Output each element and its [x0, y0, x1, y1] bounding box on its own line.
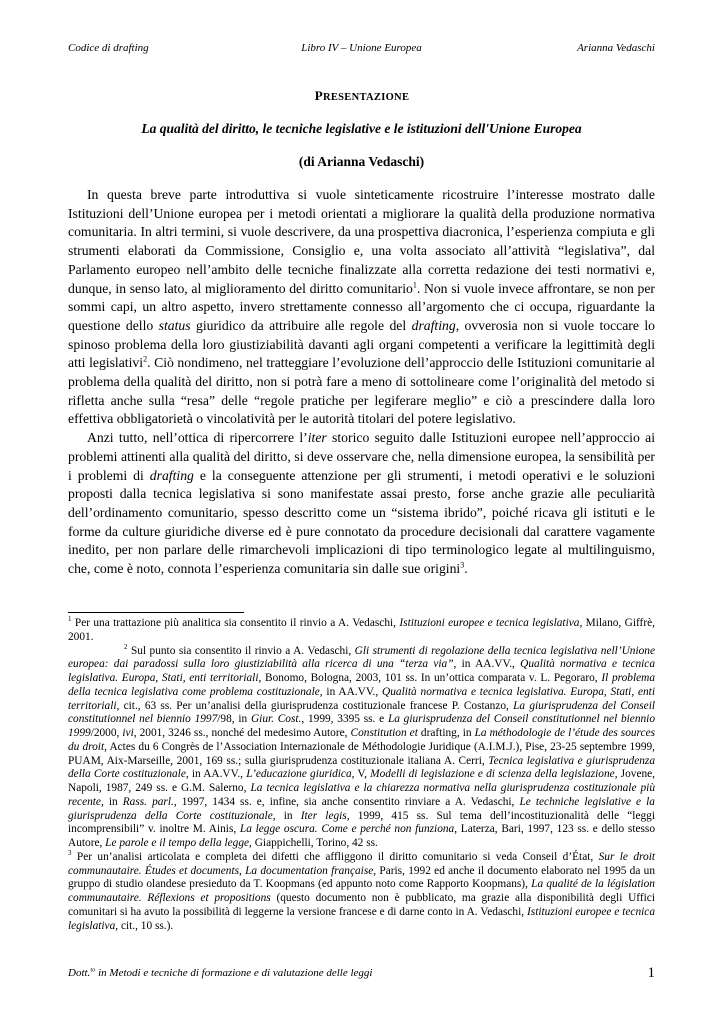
body-text — [68, 186, 655, 579]
footnote-3: $^3$ Per un’analisi articolata e completa dei difetti che affliggono il diritto comunitario si veda Conseil d’État, Sur le droit communautaire. Études et documents, La documentation française, Paris, 1992 ed anche il documento elaborato nel 1995 da un gruppo di studio olandese presieduto da T. Koopmans (ed appunto noto come Rapporto Koopmans), La qualité de la législation communautaire. Réflexions et propositions (questo documento non è pubblicato, ma grazie alla disponibilità degli Uffici comunitari si ha avuto la possibilità di leggerne la versione francese e di darne conto in A. Vedaschi, Istituzioni europee e tecnica legislativa, cit., 10 ss.). — [68, 848, 656, 932]
document-subtitle: La qualità del diritto, le tecniche legislative e le istituzioni dell'Unione Europea — [141, 121, 582, 136]
section-title-rest: RESENTAZIONE — [322, 92, 410, 103]
header-right-text: Arianna Vedaschi — [577, 42, 655, 54]
paragraph-1: In questa breve parte introduttiva si vuole sinteticamente ricostruire l’interesse mostrato dalle Istituzioni dell’Unione europea per i metodi orientati a migliorare la qualità della produzione normativa comunitaria. In altri termini, si vuole descrivere, da una prospettiva diacronica, l’esperienza compiuta e gli strumenti elaborati da Commissione, Consiglio e, una volta associato all’attività “legislativa”, dal Parlamento europeo nell’ambito delle tecniche finalizzate alla corretta redazione dei testi normativi e, dunque, in senso lato, al miglioramento del diritto comunitario$^1$. Non si vuole invece affrontare, se non per sommi capi, un altro aspetto, invero strettamente connesso all’argomento che ci occupa, riguardante la questione dello status giuridico da attribuire alle regole del drafting, ovverosia non si vuole toccare lo spinoso problema della loro giustiziabilità davanti agli organi competenti a verificare la legittimità degli atti legislativi$^2$. Ciò nondimeno, nel tratteggiare l’evoluzione dell’approccio delle Istituzioni comunitarie al problema della qualità del diritto, non si potrà fare a meno di sottolineare come l’originalità del metodo si rifletta anche sulla “resa” delle “regole pratiche per legiferare meglio” e ciò a prescindere dalla loro effettiva obbligatorietà o vincolatività per le autorità titolari del potere legislativo. — [68, 187, 655, 427]
page-number: 1 — [647, 965, 655, 981]
header-left-text: Codice di drafting — [68, 42, 149, 54]
footnotes — [68, 617, 655, 933]
footnote-ref-3[interactable]: 3 — [460, 560, 465, 570]
footnote-separator — [68, 612, 244, 613]
paragraph-2: Anzi tutto, nell’ottica di ripercorrere l’iter storico seguito dalle Istituzioni europee nell’approccio ai problemi attinenti alla qualità del diritto, si deve osservare che, nella dimensione europea, la sensibilità per i problemi di drafting e la conseguente attenzione per gli strumenti, i metodi operativi e le soluzioni proposti dalla tecnica legislativa si sono manifestate assai presto, forse anche grazie alle peculiarità dell’ordinamento comunitario, spesso descritto come un “sistema ibrido”, poiché ricava gli istituti e le forme da culture giuridiche diverse ed è pure connotato da procedure decisionali dal carattere vagamente inedito, per non parlare delle rimarchevoli implicazioni di tipo terminologico legate al multilinguismo, che, come è noto, connota l’esperienza comunitaria sin dalle sue origini$^3$. — [68, 430, 655, 577]
footnote-ref-2[interactable]: 2 — [143, 354, 148, 364]
footnote-1: $^1$ Per una trattazione più analitica sia consentito il rinvio a A. Vedaschi, Istituzioni europee e tecnica legislativa, Milano, Giffrè, 2001. — [68, 615, 655, 643]
page-footer — [68, 965, 655, 985]
header-center-text: Libro IV – Unione Europea — [301, 42, 422, 54]
footnote-ref-1[interactable]: 1 — [412, 279, 417, 289]
author-line: (di Arianna Vedaschi) — [298, 154, 425, 169]
running-header — [68, 42, 655, 58]
section-title-initial: P — [314, 88, 323, 103]
footnote-2: $^2$ Sul punto sia consentito il rinvio a A. Vedaschi, Gli strumenti di regolazione della tecnica legislativa nell’Unione europea: dai paradossi sulla loro giustiziabilità alla ricerca di una “terza via”, in AA.VV., Qualità normativa e tecnica legislativa. Europa, Stati, enti territoriali, Bonomo, Bologna, 2003, 101 ss. In un’ottica comparata v. L. Pegoraro, Il problema della tecnica legislativa come problema costituzionale, in AA.VV., Qualità normativa e tecnica legislativa. Europa, Stati, enti territoriali, cit., 63 ss. Per un’analisi della giurisprudenza costituzionale francese P. Costanzo, La giurisprudenza del Conseil constitutionnel nel biennio 1997/98, in Giur. Cost., 1999, 3395 ss. e La giurisprudenza del Conseil constitutionnel nel biennio 1999/2000, ivi, 2001, 3246 ss., nonché del medesimo Autore, Constitution et drafting, in La méthodologie de l’étude des sources du droit, Actes du 6 Congrès de l’Association Internazionale de Méthodologie Juridique (A.I.M.J.), Pise, 23-25 septembre 1999, PUAM, Aix-Marseille, 2001, 169 ss.; sulla giurisprudenza costituzionale italiana A. Cerri, Tecnica legislativa e giurisprudenza della Corte costituzionale, in AA.VV., L’educazione giuridica, V, Modelli di legislazione e di scienza della legislazione, Jovene, Napoli, 1987, 249 ss. e G.M. Salerno, La tecnica legislativa e la chiarezza normativa nella giurisprudenza costituzionale più recente, in Rass. parl., 1997, 1434 ss. e, infine, sia anche consentito rinviare a A. Vedaschi, Le techniche legislative e la giurisprudenza della Corte costituzionale, in Iter legis, 1999, 415 ss. Sul tema dell’incostituzionalità delle “leggi incomprensibili” v. inoltre M. Ainis, La legge oscura. Come e perché non funziona, Laterza, Bari, 1997, 123 ss. e dello stesso Autore, Le parole e il tempo della legge, Giappichelli, Torino, 42 ss. — [68, 642, 656, 849]
footer-text: Dott.$^{to}$ in Metodi e tecniche di formazione e di valutazione delle leggi — [68, 966, 373, 979]
section-title — [0, 88, 724, 104]
